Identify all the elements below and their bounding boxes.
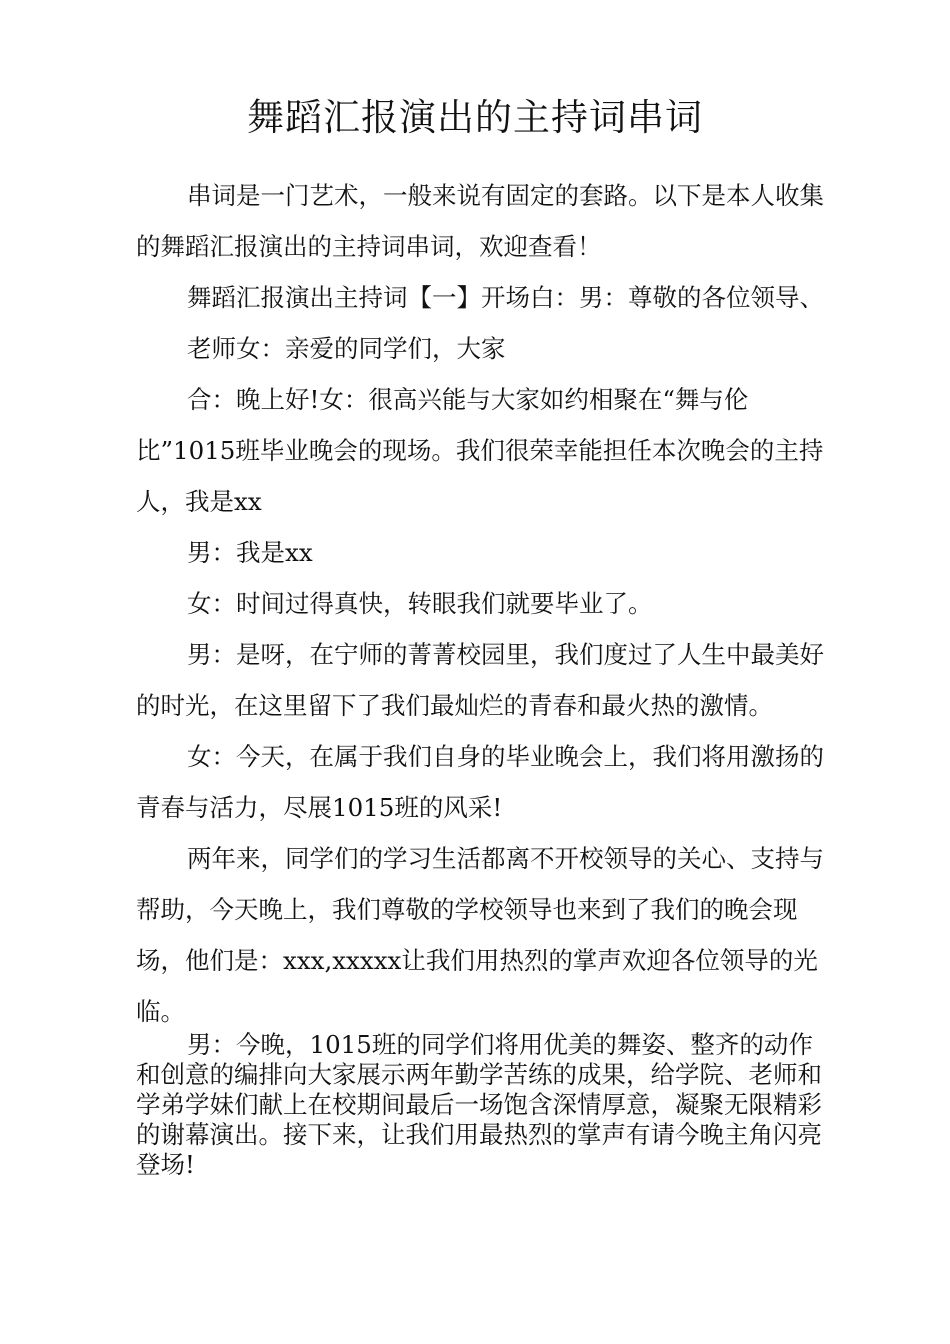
document-title: 舞蹈汇报演出的主持词串词 — [247, 96, 703, 139]
paragraph-teachers: 老师女：亲爱的同学们，大家 — [187, 334, 506, 363]
paragraph-venue: 比”1015班毕业晚会的现场。我们很荣幸能担任本次晚会的主持人，我是xx — [136, 436, 824, 516]
paragraph-host-words-heading: 舞蹈汇报演出主持词【一】开场白：男：尊敬的各位领导、 — [187, 283, 824, 312]
paragraph-campus: 男：是呀，在宁师的菁菁校园里，我们度过了人生中最美好的时光，在这里留下了我们最灿烂的青春和最火热的激情。 — [136, 640, 824, 720]
paragraph-time-flies: 女：时间过得真快，转眼我们就要毕业了。 — [187, 589, 653, 618]
paragraph-intro: 串词是一门艺术，一般来说有固定的套路。以下是本人收集的舞蹈汇报演出的主持词串词，欢迎查看！ — [136, 181, 824, 261]
paragraph-male-intro: 男：我是xx — [187, 538, 313, 567]
paragraph-tonight: 女：今天，在属于我们自身的毕业晚会上，我们将用激扬的青春与活力，尽展1015班的风采! — [136, 742, 824, 822]
paragraph-closing: 男：今晚，1015班的同学们将用优美的舞姿、整齐的动作和创意的编排向大家展示两年勤学苦练的成果，给学院、老师和学弟学妹们献上在校期间最后一场饱含深情厚意，凝聚无限精彩的谢幕演出。接下来，让我们用最热烈的掌声有请今晚主角闪亮登场! — [136, 1030, 822, 1179]
body-text-main — [136, 170, 836, 1037]
paragraph-leaders: 两年来，同学们的学习生活都离不开校领导的关心、支持与帮助，今天晚上，我们尊敬的学校领导也来到了我们的晚会现场，他们是：xxx,xxxxx让我们用热烈的掌声欢迎各位领导的光临。 — [136, 844, 824, 1026]
paragraph-greeting: 合：晚上好!女：很高兴能与大家如约相聚在“舞与伦 — [187, 385, 749, 414]
body-text-closing — [136, 1030, 836, 1180]
